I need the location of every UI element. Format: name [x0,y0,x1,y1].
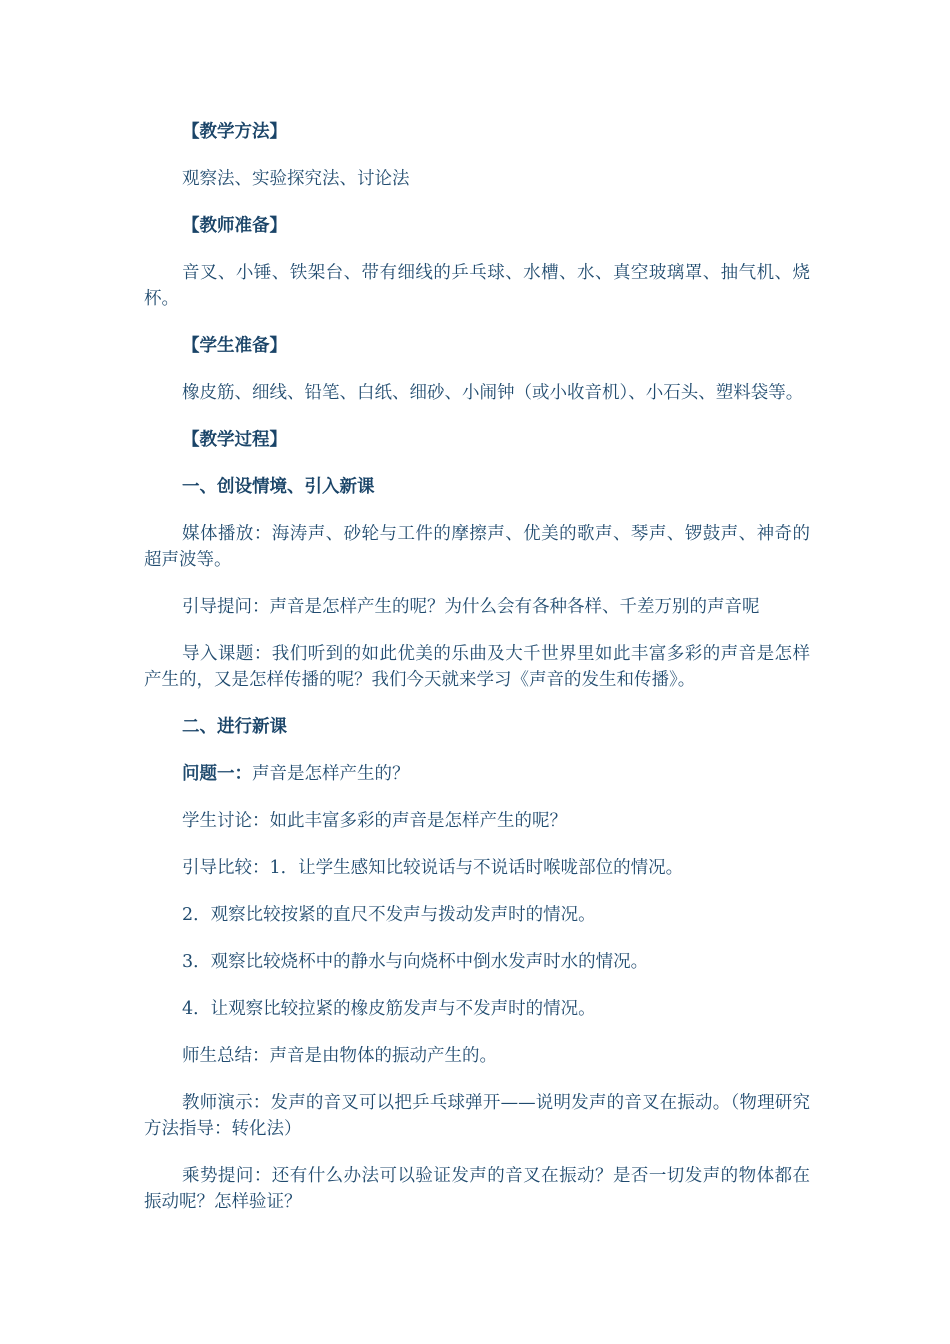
section-heading-teaching-process: 【教学过程】 [182,430,287,450]
guide-question-text: 引导提问：声音是怎样产生的呢？为什么会有各种各样、千差万别的声音呢 [182,597,760,617]
follow-up-question-text: 乘势提问：还有什么办法可以验证发声的音叉在振动？是否一切发声的物体都在振动呢？怎样验证？ [144,1166,810,1212]
question-one-text: 声音是怎样产生的？ [252,764,410,784]
part1-heading: 一、创设情境、引入新课 [182,477,375,497]
section-heading-teacher-prep: 【教师准备】 [182,216,287,236]
student-discussion-text: 学生讨论：如此丰富多彩的声音是怎样产生的呢？ [182,811,567,831]
part2-heading: 二、进行新课 [182,717,287,737]
question-one [144,761,810,787]
student-prep-text: 橡皮筋、细线、铅笔、白纸、细砂、小闹钟（或小收音机）、小石头、塑料袋等。 [182,383,804,403]
teaching-method-text: 观察法、实验探究法、讨论法 [182,169,410,189]
compare-item-2: 2．观察比较按紧的直尺不发声与拨动发声时的情况。 [182,905,596,925]
document-body [144,119,810,1236]
section-heading-teaching-method: 【教学方法】 [182,122,287,142]
teacher-prep-text: 音叉、小锤、铁架台、带有细线的乒乓球、水槽、水、真空玻璃罩、抽气机、烧杯。 [144,263,810,309]
teacher-demo-text: 教师演示：发声的音叉可以把乒乓球弹开——说明发声的音叉在振动。（物理研究方法指导：转化法） [144,1093,810,1139]
intro-topic-text: 导入课题：我们听到的如此优美的乐曲及大千世界里如此丰富多彩的声音是怎样产生的，又是怎样传播的呢？我们今天就来学习《声音的发生和传播》。 [144,644,810,690]
compare-item-1: 引导比较：1．让学生感知比较说话与不说话时喉咙部位的情况。 [182,858,684,878]
compare-item-3: 3．观察比较烧杯中的静水与向烧杯中倒水发声时水的情况。 [182,952,649,972]
question-one-label: 问题一： [182,764,252,784]
section-heading-student-prep: 【学生准备】 [182,336,287,356]
compare-item-4: 4．让观察比较拉紧的橡皮筋发声与不发声时的情况。 [182,999,596,1019]
summary-text: 师生总结：声音是由物体的振动产生的。 [182,1046,497,1066]
media-playback-text: 媒体播放：海涛声、砂轮与工件的摩擦声、优美的歌声、琴声、锣鼓声、神奇的超声波等。 [144,524,810,570]
